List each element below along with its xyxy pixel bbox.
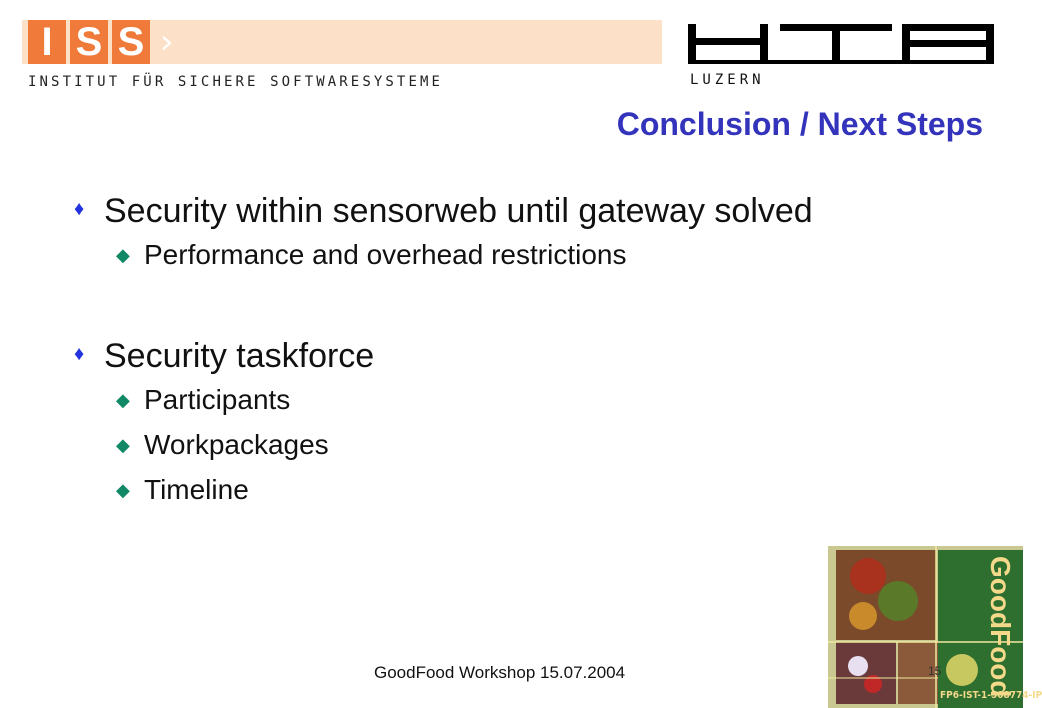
sub-bullet-item: [116, 377, 894, 422]
iss-subtitle: INSTITUT FÜR SICHERE SOFTWARESYSTEME: [28, 74, 444, 90]
sub-bullet-text: Timeline: [144, 473, 249, 505]
diamond-bullet-icon: ♦: [74, 198, 85, 220]
hta-logo: [688, 20, 994, 66]
diamond-bullet-icon: ♦: [74, 343, 85, 365]
iss-letter: I: [28, 20, 66, 64]
page-number: 15: [928, 664, 942, 678]
diamond-bullet-icon: ◆: [116, 479, 130, 500]
bullet-item: [74, 335, 894, 512]
bullet-item: [74, 190, 894, 277]
goodfood-project-code: FP6-IST-1-508774-IP: [940, 690, 1042, 701]
diamond-bullet-icon: ◆: [116, 244, 130, 265]
sub-bullet-text: Workpackages: [144, 428, 329, 460]
bullet-list: [74, 190, 894, 512]
bullet-text: Security taskforce: [104, 337, 375, 375]
chevron-right-icon: ›: [160, 22, 174, 62]
slide-title: Conclusion / Next Steps: [616, 106, 983, 142]
diamond-bullet-icon: ◆: [116, 434, 130, 455]
goodfood-logo-text: GoodFood: [985, 556, 1016, 698]
bullet-text: Security within sensorweb until gateway solved: [104, 192, 813, 230]
hta-subtitle: LUZERN: [690, 72, 765, 88]
sub-bullet-item: [116, 422, 894, 467]
sub-bullet-text: Performance and overhead restrictions: [144, 238, 627, 270]
sub-bullet-item: [116, 467, 894, 512]
iss-letter: S: [112, 20, 150, 64]
sub-bullet-text: Participants: [144, 383, 291, 415]
footer-text: GoodFood Workshop 15.07.2004: [374, 663, 626, 682]
sub-bullet-item: [116, 232, 894, 277]
iss-letter: S: [70, 20, 108, 64]
diamond-bullet-icon: ◆: [116, 389, 130, 410]
iss-logo: [28, 20, 150, 64]
